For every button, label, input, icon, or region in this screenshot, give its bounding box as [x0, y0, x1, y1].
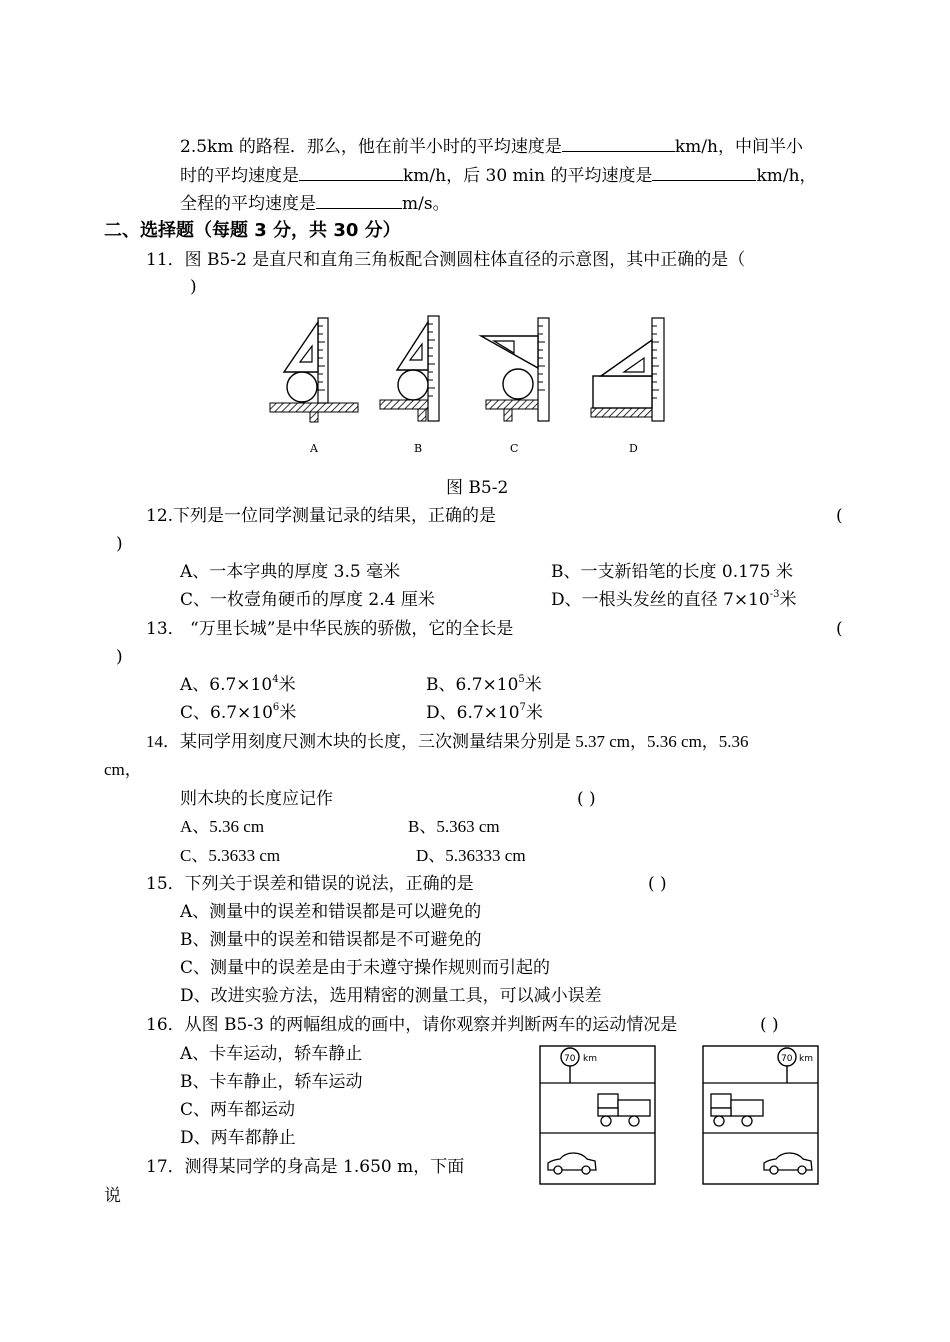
q12-option-b[interactable]: B、一支新铅笔的长度 0.175 米 — [551, 562, 793, 582]
q12-option-d-text: D、一根头发丝的直径 7×10 — [551, 590, 770, 610]
frame-2 — [703, 1046, 818, 1184]
q15-option-b[interactable]: B、测量中的误差和错误都是不可避免的 — [180, 930, 482, 950]
q10-line1-text-a: 2.5km 的路程．那么，他在前半小时的平均速度是 — [180, 137, 562, 157]
fig-label-d: D — [629, 442, 638, 455]
q16-text: 16．从图 B5-3 的两幅组成的画中，请你观察并判断两车的运动情况是 — [146, 1015, 678, 1035]
q16-paren: ( ) — [760, 1015, 779, 1035]
fig-label-a: A — [310, 442, 318, 455]
speed-sign-2-number: 70 — [781, 1054, 793, 1064]
q10-line2-text-a: 时的平均速度是 — [180, 166, 299, 186]
speed-sign-1-number: 70 — [564, 1054, 576, 1064]
q12-option-a[interactable]: A、一本字典的厚度 3.5 毫米 — [180, 562, 401, 582]
q14-paren: ( ) — [577, 789, 596, 809]
q16-option-b[interactable]: B、卡车静止，轿车运动 — [180, 1072, 363, 1092]
q16-option-a[interactable]: A、卡车运动，轿车静止 — [180, 1044, 363, 1064]
q17-text: 17．测得某同学的身高是 1.650 m，下面 — [146, 1157, 465, 1177]
figure-b5-2-caption: 图 B5-2 — [446, 478, 509, 498]
q12-paren-close: ) — [116, 534, 123, 554]
fig-label-b: B — [414, 442, 423, 455]
q10-line2-text-c: km/h， — [756, 166, 817, 186]
q10-line2-text-b: km/h，后 30 min 的平均速度是 — [403, 166, 653, 186]
q13-paren-open: ( — [836, 619, 843, 639]
q14-option-a[interactable]: A、5.36 cm — [180, 817, 265, 836]
q13-option-c-unit: 米 — [279, 703, 297, 723]
q13-option-d-exponent: 7 — [519, 702, 526, 713]
q14-line2: 则木块的长度应记作 — [180, 789, 333, 809]
q14-option-c[interactable]: C、5.3633 cm — [180, 846, 281, 865]
q12-option-c[interactable]: C、一枚壹角硬币的厚度 2.4 厘米 — [180, 590, 435, 610]
q13-option-a-exponent: 4 — [272, 674, 279, 685]
q15-option-a[interactable]: A、测量中的误差和错误都是可以避免的 — [180, 902, 482, 922]
q13-option-c-text: C、6.7×10 — [180, 703, 273, 723]
speed-sign-2-unit: km — [799, 1054, 813, 1064]
q13-option-b-unit: 米 — [524, 675, 542, 695]
frame-1 — [540, 1046, 655, 1184]
q15-option-c[interactable]: C、测量中的误差是由于未遵守操作规则而引起的 — [180, 958, 551, 978]
q12-option-d-unit: 米 — [779, 590, 797, 610]
q10-line3-text-a: 全程的平均速度是 — [180, 194, 316, 214]
fig-label-c: C — [510, 442, 519, 455]
q13-text: 13． “万里长城”是中华民族的骄傲，它的全长是 — [146, 619, 514, 639]
q13-option-a-text: A、6.7×10 — [180, 675, 273, 695]
q17-cont: 说 — [104, 1186, 121, 1206]
q11-text: 11．图 B5-2 是直尺和直角三角板配合测圆柱体直径的示意图，其中正确的是（ — [146, 250, 746, 270]
q11-cont: ) — [190, 277, 197, 297]
q14-text: 14．某同学用刻度尺测木块的长度，三次测量结果分别是 5.37 cm，5.36 cm，5.36 — [146, 732, 749, 751]
q15-option-d[interactable]: D、改进实验方法，选用精密的测量工具，可以减小误差 — [180, 986, 602, 1006]
q14-option-b[interactable]: B、5.363 cm — [408, 817, 500, 836]
q16-option-d[interactable]: D、两车都静止 — [180, 1128, 296, 1148]
q13-option-d-unit: 米 — [525, 703, 543, 723]
q10-line1-text-b: km/h，中间半小 — [674, 137, 803, 157]
q10-line3-text-b: m/s。 — [402, 194, 450, 214]
q14-cont: cm， — [104, 760, 142, 779]
speed-sign-1-unit: km — [583, 1054, 597, 1064]
q13-option-c-exponent: 6 — [272, 702, 280, 713]
q12-option-d-exponent: -3 — [769, 589, 780, 600]
q14-option-d[interactable]: D、5.36333 cm — [416, 846, 526, 865]
q12-paren-open: ( — [836, 506, 843, 526]
q16-option-c[interactable]: C、两车都运动 — [180, 1100, 296, 1120]
q13-option-d-text: D、6.7×10 — [426, 703, 520, 723]
q13-option-b-text: B、6.7×10 — [426, 675, 519, 695]
q12-text: 12.下列是一位同学测量记录的结果，正确的是 — [146, 506, 497, 526]
q13-option-b-exponent: 5 — [518, 674, 525, 685]
q15-paren: ( ) — [648, 874, 667, 894]
section2-title: 二、选择题（每题 3 分，共 30 分） — [104, 220, 401, 241]
q13-paren-close: ) — [116, 647, 123, 667]
q13-option-a-unit: 米 — [278, 675, 296, 695]
q15-text: 15．下列关于误差和错误的说法，正确的是 — [146, 874, 474, 894]
